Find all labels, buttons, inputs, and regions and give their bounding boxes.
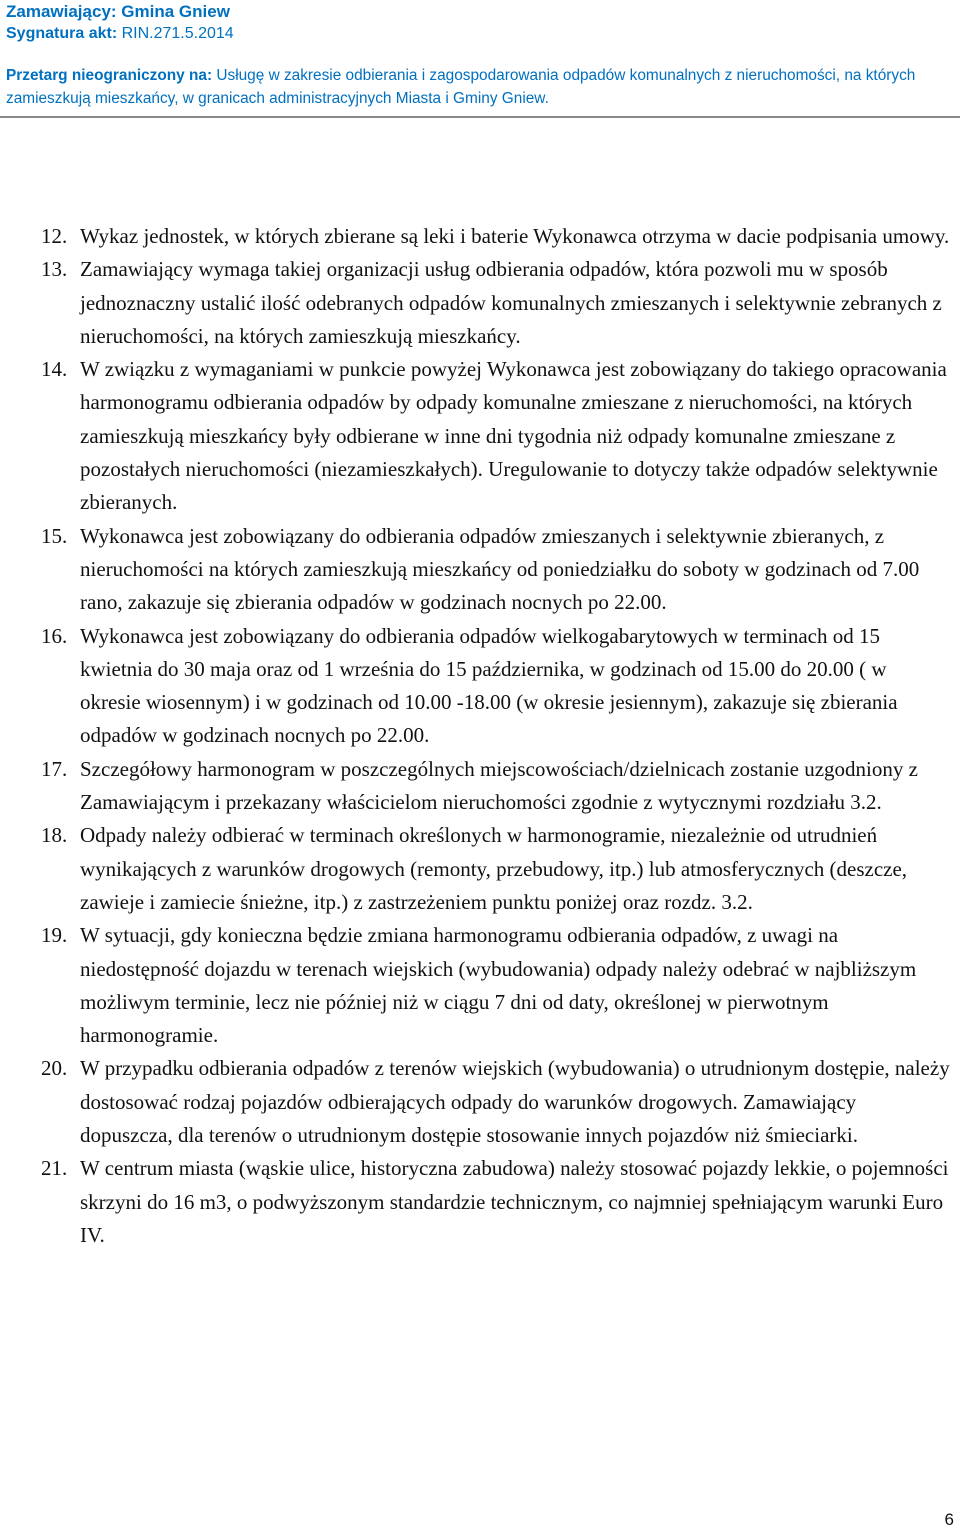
list-item-20 bbox=[0, 1052, 952, 1152]
orderer-line bbox=[6, 1, 230, 23]
item-number: 14. bbox=[41, 357, 68, 382]
item-text: Odpady należy odbierać w terminach określonych w harmonogramie, niezależnie od utrudnień wynikających z warunków drogowych (remonty, przebudowy, itp.) lub atmosferycznych (deszcze, zawieje i zamiecie śnieżne, itp.) z zastrzeżeniem punktu poniżej oraz rozdz. 3.2. bbox=[80, 823, 908, 914]
item-text: W sytuacji, gdy konieczna będzie zmiana harmonogramu odbierania odpadów, z uwagi na niedostępność dojazdu w terenach wiejskich (wybudowania) odpady należy odebrać w najbliższym możliwym terminie, lecz nie później niż w ciągu 7 dni od daty, określonej w pierwotnym harmonogramie. bbox=[80, 923, 917, 1048]
item-text: Wykonawca jest zobowiązany do odbierania odpadów wielkogabarytowych w terminach od 15 kwietnia do 30 maja oraz od 1 września do 15 października, w godzinach od 15.00 do 20.00 ( w okresie wiosennym) i w godzinach od 10.00 -18.00 (w okresie jesiennym), zakazuje się zbierania odpadów w godzinach nocnych po 22.00. bbox=[80, 623, 898, 748]
item-number: 18. bbox=[41, 823, 68, 848]
list-item-21 bbox=[0, 1152, 952, 1252]
item-text: W związku z wymaganiami w punkcie powyżej Wykonawca jest zobowiązany do takiego opracowania harmonogramu odbierania odpadów by odpady komunalne zmieszane z nieruchomości, na których zamieszkują mieszkańcy były odbierane w inne dni tygodnia niż odpady komunalne zmieszane z pozostałych nieruchomości (niezamieszkałych). Uregulowanie to dotyczy także odpadów selektywnie zbieranych. bbox=[80, 357, 947, 515]
orderer-value: Gmina Gniew bbox=[121, 2, 230, 21]
tender-label: Przetarg nieograniczony na: bbox=[6, 67, 213, 84]
item-number: 16. bbox=[41, 623, 68, 648]
item-number: 17. bbox=[41, 756, 68, 781]
item-text: W centrum miasta (wąskie ulice, historyczna zabudowa) należy stosować pojazdy lekkie, o pojemności skrzyni do 16 m3, o podwyższonym standardzie technicznym, co najmniej spełniającym warunki Euro IV. bbox=[80, 1156, 949, 1247]
list-item-15 bbox=[0, 520, 952, 620]
item-number: 15. bbox=[41, 523, 68, 548]
item-number: 21. bbox=[41, 1156, 68, 1181]
item-text: Wykonawca jest zobowiązany do odbierania odpadów zmieszanych i selektywnie zbieranych, z nieruchomości na których zamieszkują mieszkańcy od poniedziałku do soboty w godzinach od 7.00 rano, zakazuje się zbierania odpadów w godzinach nocnych po 22.00. bbox=[80, 523, 920, 615]
item-number: 20. bbox=[41, 1056, 68, 1081]
list-item-18 bbox=[0, 819, 952, 919]
signature-value: RIN.271.5.2014 bbox=[121, 25, 234, 42]
list-item-19 bbox=[0, 919, 952, 1052]
list-item-17 bbox=[0, 753, 952, 820]
page-number: 6 bbox=[944, 1510, 954, 1529]
list-item-14 bbox=[0, 353, 952, 519]
list-item-16 bbox=[0, 620, 952, 753]
list-item-12 bbox=[0, 220, 952, 253]
item-text: Wykaz jednostek, w których zbierane są leki i baterie Wykonawca otrzyma w dacie podpisania umowy. bbox=[80, 224, 950, 248]
tender-subject-block bbox=[6, 64, 956, 110]
item-text: W przypadku odbierania odpadów z terenów wiejskich (wybudowania) o utrudnionym dostępie, należy dostosować rodzaj pojazdów odbierających odpady do warunków drogowych. Zamawiający dopuszcza, dla terenów o utrudnionym dostępie stosowanie innych pojazdów niż śmieciarki. bbox=[80, 1056, 950, 1148]
header-divider bbox=[0, 116, 960, 118]
numbered-list bbox=[0, 220, 960, 1252]
item-number: 13. bbox=[41, 257, 68, 282]
list-item-13 bbox=[0, 253, 952, 353]
tender-subject: Usługę w zakresie odbierania i zagospodarowania odpadów komunalnych z nieruchomości, na których zamieszkują mieszkańcy, w granicach administracyjnych Miasta i Gminy Gniew. bbox=[6, 67, 916, 107]
item-text: Szczegółowy harmonogram w poszczególnych miejscowościach/dzielnicach zostanie uzgodniony z Zamawiającym i przekazany właścicielom nieruchomości zgodnie z wytycznymi rozdziału 3.2. bbox=[80, 756, 918, 815]
item-number: 19. bbox=[41, 923, 68, 948]
signature-line bbox=[6, 23, 234, 45]
item-text: Zamawiający wymaga takiej organizacji usług odbierania odpadów, która pozwoli mu w sposób jednoznaczny ustalić ilość odebranych odpadów komunalnych zmieszanych i selektywnie zebranych z nieruchomości, na których zamieszkują mieszkańcy. bbox=[80, 257, 942, 348]
item-number: 12. bbox=[41, 224, 68, 248]
orderer-label: Zamawiający: bbox=[6, 2, 117, 21]
signature-label: Sygnatura akt: bbox=[6, 25, 118, 42]
